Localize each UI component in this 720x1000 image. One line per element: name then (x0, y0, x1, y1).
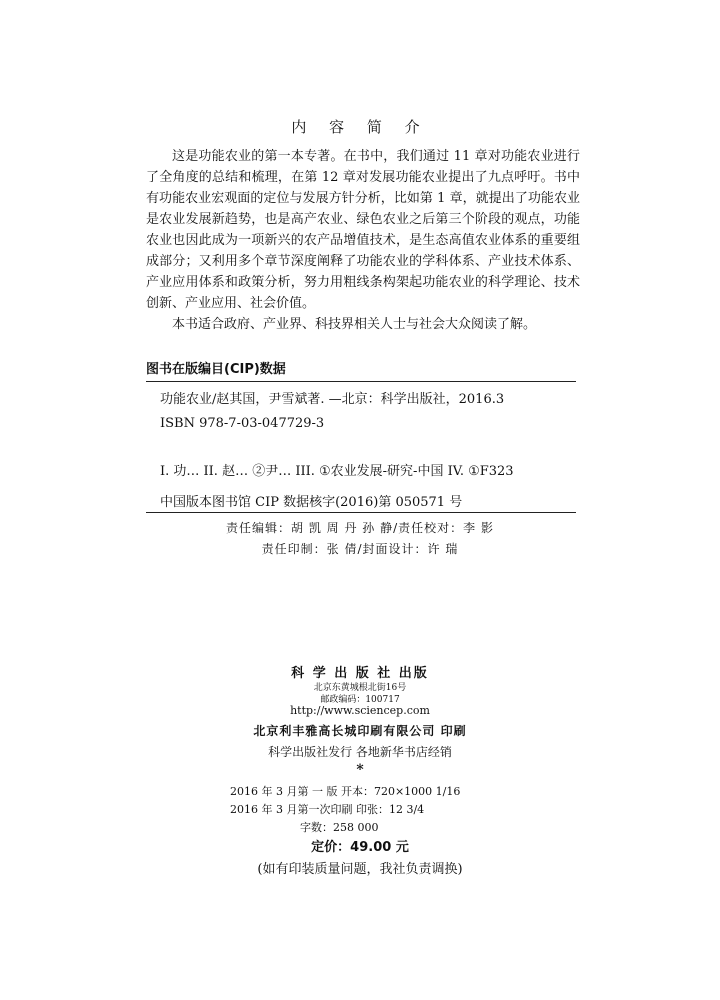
cip-top-rule (146, 381, 576, 382)
printer-name: 北京利丰雅高长城印刷有限公司 印刷 (253, 724, 467, 738)
publisher-website: http://www.sciencep.com (290, 704, 430, 717)
distribution-info: 科学出版社发行 各地新华书店经销 (268, 745, 452, 759)
production-credits: 责任印制：张 倩/封面设计：许 瑞 (261, 542, 459, 556)
price: 定价：49.00 元 (311, 840, 409, 855)
publisher-name: 科 学 出 版 社 出版 (291, 666, 429, 681)
quality-notice: (如有印装质量问题，我社负责调换) (257, 862, 463, 877)
publisher-address: 北京东黄城根北街16号 (313, 683, 407, 693)
separator-asterisk: * (356, 762, 364, 778)
cip-check-number: 中国版本图书馆 CIP 数据核字(2016)第 050571 号 (160, 495, 463, 510)
edition-info-line-1: 2016 年 3 月第 一 版 开本：720×1000 1/16 (230, 785, 461, 798)
publisher-postcode: 邮政编码：100717 (320, 695, 400, 705)
cip-classification: I. 功… II. 赵… ②尹… III. ①农业发展-研究-中国 IV. ①F323 (160, 464, 514, 479)
summary-body (146, 146, 580, 335)
editor-credits: 责任编辑：胡 凯 周 丹 孙 静/责任校对：李 影 (226, 521, 494, 535)
cip-title: 图书在版编目(CIP)数据 (146, 362, 286, 377)
cip-main-entry: 功能农业/赵其国，尹雪斌著. —北京：科学出版社，2016.3 (160, 392, 505, 407)
edition-info-line-2: 2016 年 3 月第一次印刷 印张：12 3/4 (230, 803, 425, 816)
word-count: 字数：258 000 (300, 821, 379, 834)
summary-heading: 内 容 简 介 (291, 118, 429, 136)
summary-paragraph-audience: 本书适合政府、产业界、科技界相关人士与社会大众阅读了解。 (172, 317, 537, 332)
cip-isbn: ISBN 978-7-03-047729-3 (160, 416, 325, 431)
summary-paragraph-main: 这是功能农业的第一本专著。在书中，我们通过 11 章对功能农业进行了全角度的总结和梳理，在第 12 章对发展功能农业提出了九点呼吁。书中有功能农业宏观面的定位与发展方针分析，比如第 1 章，就提出了功能农业是农业发展新趋势，也是高产农业、绿色农业之后第三个阶段的观点，功能农业也因此成为一项新兴的农产品增值技术，是生态高值农业体系的重要组成部分；又利用多个章节深度阐释了功能农业的学科体系、产业技术体系、产业应用体系和政策分析，努力用粗线条构架起功能农业的科学理论、技术创新、产业应用、社会价值。 (146, 149, 580, 311)
cip-bottom-rule (146, 512, 576, 513)
